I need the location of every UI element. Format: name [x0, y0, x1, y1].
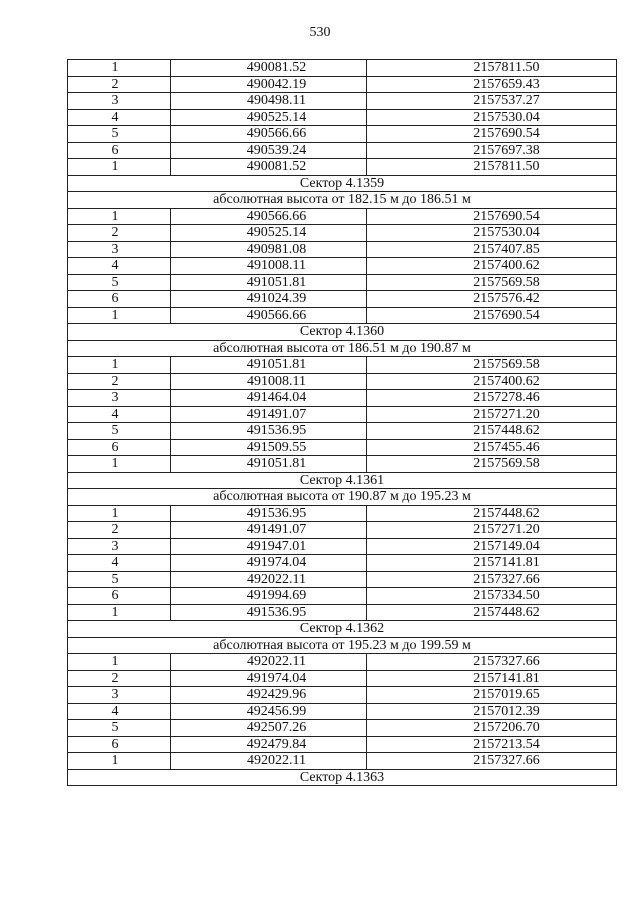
point-number: 6: [68, 588, 171, 605]
coordinate-x: 490981.08: [171, 241, 367, 258]
table-row: [68, 588, 617, 605]
sector-title: Сектор 4.1363: [68, 769, 617, 786]
coordinates-table: [67, 59, 617, 786]
point-number: 1: [68, 456, 171, 473]
coordinate-y: 2157206.70: [367, 720, 617, 737]
coordinate-x: 491491.07: [171, 406, 367, 423]
point-number: 3: [68, 93, 171, 110]
coordinate-y: 2157530.04: [367, 225, 617, 242]
coordinate-y: 2157697.38: [367, 142, 617, 159]
coordinate-y: 2157659.43: [367, 76, 617, 93]
coordinate-y: 2157271.20: [367, 522, 617, 539]
table-row: [68, 208, 617, 225]
coordinate-y: 2157448.62: [367, 423, 617, 440]
point-number: 1: [68, 604, 171, 621]
table-row: [68, 423, 617, 440]
point-number: 3: [68, 538, 171, 555]
table-row: [68, 456, 617, 473]
point-number: 4: [68, 703, 171, 720]
coordinate-y: 2157278.46: [367, 390, 617, 407]
coordinate-x: 490566.66: [171, 208, 367, 225]
coordinate-x: 491491.07: [171, 522, 367, 539]
coordinate-y: 2157576.42: [367, 291, 617, 308]
point-number: 6: [68, 439, 171, 456]
point-number: 3: [68, 390, 171, 407]
coordinate-y: 2157141.81: [367, 670, 617, 687]
sector-title: Сектор 4.1359: [68, 175, 617, 192]
point-number: 1: [68, 753, 171, 770]
coordinate-y: 2157569.58: [367, 274, 617, 291]
coordinate-x: 492429.96: [171, 687, 367, 704]
sector-title-row: [68, 175, 617, 192]
point-number: 4: [68, 406, 171, 423]
coordinate-y: 2157448.62: [367, 505, 617, 522]
point-number: 1: [68, 159, 171, 176]
table-row: [68, 159, 617, 176]
sector-altitude-row: [68, 489, 617, 506]
sector-title-row: [68, 472, 617, 489]
coordinate-y: 2157537.27: [367, 93, 617, 110]
coordinate-y: 2157019.65: [367, 687, 617, 704]
coordinate-x: 491051.81: [171, 274, 367, 291]
coordinate-x: 492479.84: [171, 736, 367, 753]
coordinate-x: 491974.04: [171, 670, 367, 687]
coordinate-x: 492022.11: [171, 753, 367, 770]
table-row: [68, 142, 617, 159]
table-row: [68, 703, 617, 720]
table-row: [68, 720, 617, 737]
coordinate-x: 491536.95: [171, 423, 367, 440]
coordinates-table-body: [68, 60, 617, 786]
table-row: [68, 93, 617, 110]
coordinate-y: 2157334.50: [367, 588, 617, 605]
coordinate-y: 2157448.62: [367, 604, 617, 621]
coordinate-x: 492022.11: [171, 571, 367, 588]
coordinate-y: 2157811.50: [367, 159, 617, 176]
table-row: [68, 753, 617, 770]
coordinate-x: 492022.11: [171, 654, 367, 671]
coordinate-y: 2157690.54: [367, 126, 617, 143]
coordinate-y: 2157400.62: [367, 373, 617, 390]
coordinate-y: 2157690.54: [367, 208, 617, 225]
sector-title: Сектор 4.1362: [68, 621, 617, 638]
sector-altitude-row: [68, 340, 617, 357]
coordinate-x: 492456.99: [171, 703, 367, 720]
coordinate-y: 2157141.81: [367, 555, 617, 572]
table-row: [68, 357, 617, 374]
point-number: 4: [68, 258, 171, 275]
sector-title-row: [68, 324, 617, 341]
table-row: [68, 291, 617, 308]
point-number: 5: [68, 126, 171, 143]
coordinate-x: 491008.11: [171, 373, 367, 390]
table-row: [68, 126, 617, 143]
coordinate-y: 2157327.66: [367, 571, 617, 588]
table-row: [68, 522, 617, 539]
sector-title-row: [68, 621, 617, 638]
coordinate-y: 2157455.46: [367, 439, 617, 456]
point-number: 5: [68, 720, 171, 737]
page-number: 530: [309, 25, 331, 40]
coordinate-x: 491464.04: [171, 390, 367, 407]
coordinate-y: 2157811.50: [367, 60, 617, 77]
coordinate-x: 490042.19: [171, 76, 367, 93]
sector-altitude: абсолютная высота от 182.15 м до 186.51 м: [68, 192, 617, 209]
point-number: 2: [68, 76, 171, 93]
sector-altitude-row: [68, 637, 617, 654]
point-number: 5: [68, 571, 171, 588]
table-row: [68, 654, 617, 671]
sector-altitude: абсолютная высота от 186.51 м до 190.87 м: [68, 340, 617, 357]
table-row: [68, 307, 617, 324]
table-row: [68, 60, 617, 77]
table-row: [68, 109, 617, 126]
point-number: 1: [68, 60, 171, 77]
point-number: 1: [68, 307, 171, 324]
coordinate-x: 490525.14: [171, 109, 367, 126]
coordinate-x: 490081.52: [171, 159, 367, 176]
coordinate-y: 2157530.04: [367, 109, 617, 126]
sector-title: Сектор 4.1360: [68, 324, 617, 341]
point-number: 3: [68, 241, 171, 258]
point-number: 2: [68, 522, 171, 539]
point-number: 2: [68, 225, 171, 242]
sector-title: Сектор 4.1361: [68, 472, 617, 489]
coordinate-y: 2157327.66: [367, 654, 617, 671]
coordinate-x: 490566.66: [171, 307, 367, 324]
coordinate-x: 490566.66: [171, 126, 367, 143]
table-row: [68, 687, 617, 704]
point-number: 4: [68, 109, 171, 126]
table-row: [68, 274, 617, 291]
sector-altitude: абсолютная высота от 190.87 м до 195.23 м: [68, 489, 617, 506]
sector-altitude: абсолютная высота от 195.23 м до 199.59 м: [68, 637, 617, 654]
point-number: 1: [68, 505, 171, 522]
coordinate-x: 490539.24: [171, 142, 367, 159]
coordinate-x: 491536.95: [171, 505, 367, 522]
table-row: [68, 670, 617, 687]
coordinate-x: 491051.81: [171, 357, 367, 374]
coordinate-x: 492507.26: [171, 720, 367, 737]
point-number: 3: [68, 687, 171, 704]
coordinate-x: 491994.69: [171, 588, 367, 605]
table-row: [68, 225, 617, 242]
table-row: [68, 505, 617, 522]
sector-title-row: [68, 769, 617, 786]
table-row: [68, 76, 617, 93]
point-number: 2: [68, 373, 171, 390]
table-row: [68, 439, 617, 456]
table-row: [68, 736, 617, 753]
sector-altitude-row: [68, 192, 617, 209]
coordinate-y: 2157012.39: [367, 703, 617, 720]
coordinate-y: 2157569.58: [367, 456, 617, 473]
point-number: 6: [68, 142, 171, 159]
table-row: [68, 571, 617, 588]
coordinate-x: 491947.01: [171, 538, 367, 555]
table-row: [68, 241, 617, 258]
coordinate-y: 2157569.58: [367, 357, 617, 374]
point-number: 5: [68, 423, 171, 440]
coordinate-y: 2157213.54: [367, 736, 617, 753]
coordinate-x: 491008.11: [171, 258, 367, 275]
coordinate-x: 491051.81: [171, 456, 367, 473]
coordinate-x: 491024.39: [171, 291, 367, 308]
point-number: 1: [68, 357, 171, 374]
table-row: [68, 390, 617, 407]
coordinate-x: 491536.95: [171, 604, 367, 621]
point-number: 1: [68, 654, 171, 671]
coordinate-x: 490525.14: [171, 225, 367, 242]
coordinate-x: 490081.52: [171, 60, 367, 77]
coordinate-y: 2157149.04: [367, 538, 617, 555]
table-row: [68, 406, 617, 423]
coordinate-x: 490498.11: [171, 93, 367, 110]
point-number: 1: [68, 208, 171, 225]
coordinate-y: 2157400.62: [367, 258, 617, 275]
coordinate-x: 491509.55: [171, 439, 367, 456]
coordinate-y: 2157407.85: [367, 241, 617, 258]
point-number: 2: [68, 670, 171, 687]
point-number: 4: [68, 555, 171, 572]
table-row: [68, 555, 617, 572]
coordinate-y: 2157327.66: [367, 753, 617, 770]
table-row: [68, 258, 617, 275]
point-number: 6: [68, 736, 171, 753]
point-number: 5: [68, 274, 171, 291]
coordinate-y: 2157271.20: [367, 406, 617, 423]
coordinate-y: 2157690.54: [367, 307, 617, 324]
table-row: [68, 604, 617, 621]
table-row: [68, 373, 617, 390]
point-number: 6: [68, 291, 171, 308]
coordinate-x: 491974.04: [171, 555, 367, 572]
table-row: [68, 538, 617, 555]
